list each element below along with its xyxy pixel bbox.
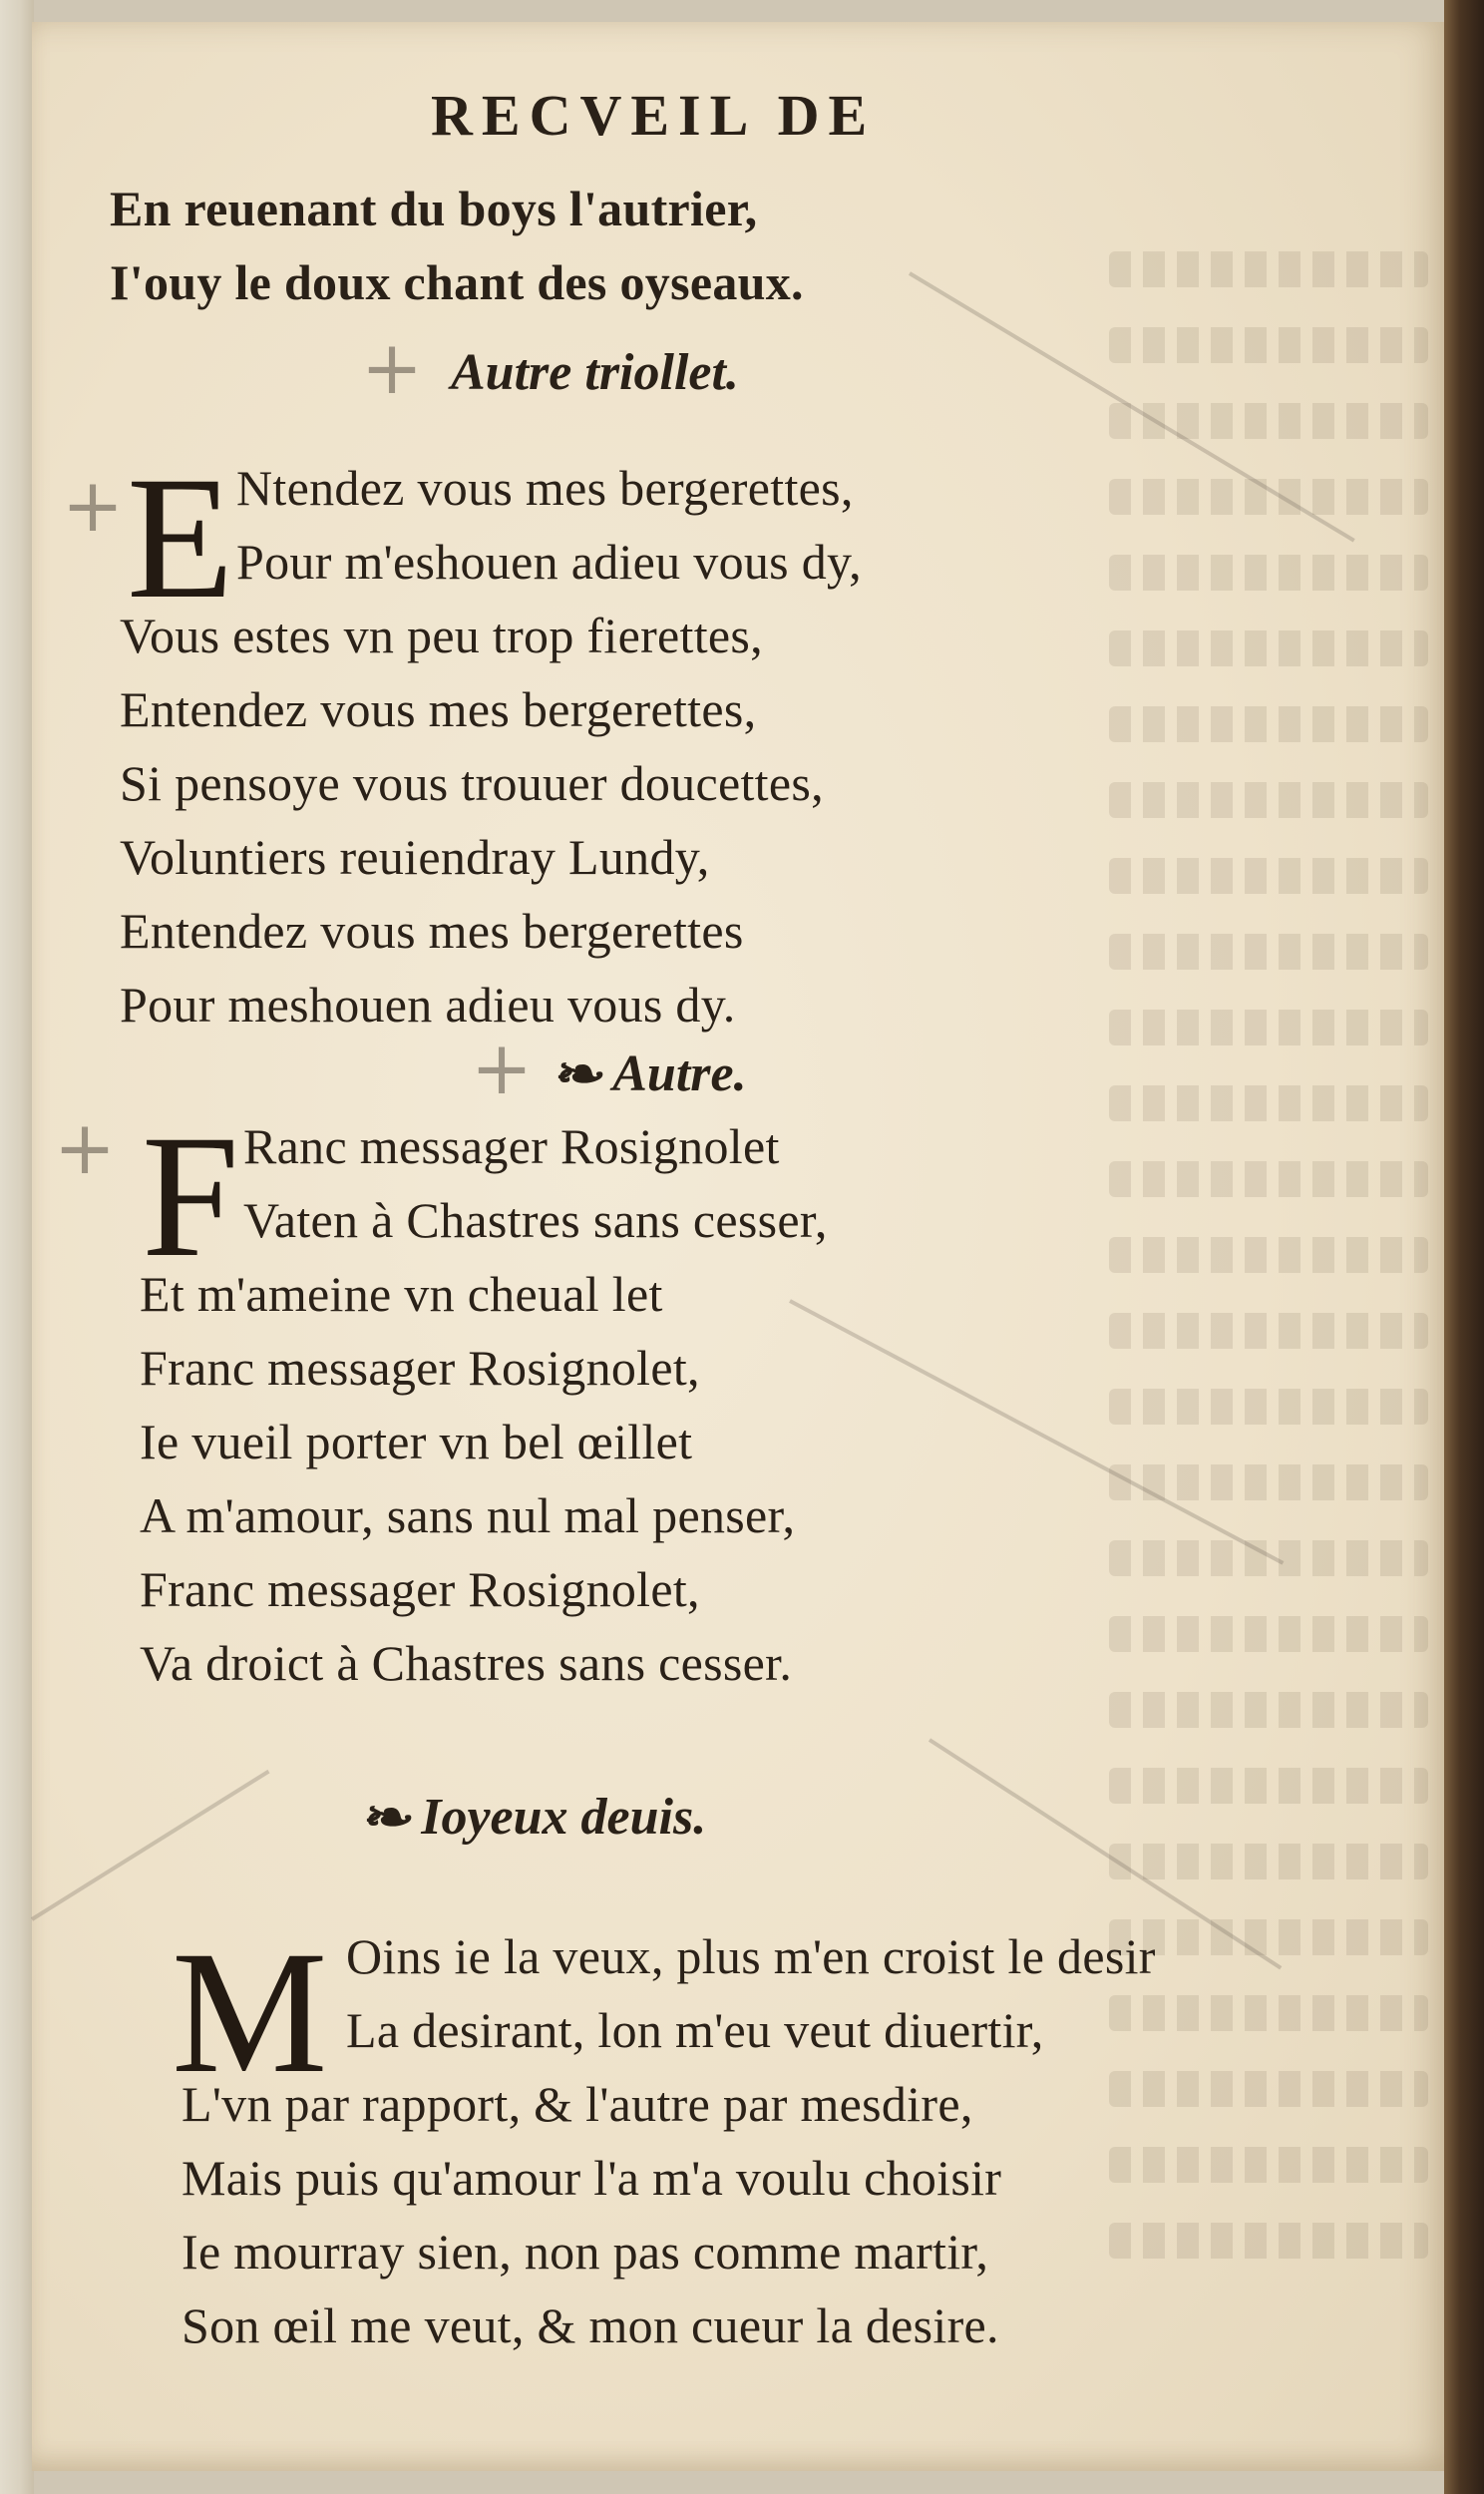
- verse-line: L'vn par rapport, & l'autre par mesdire,: [182, 2076, 973, 2132]
- drop-cap: M: [172, 1915, 328, 2110]
- verse-line: Vaten à Chastres sans cesser,: [243, 1192, 828, 1248]
- verse-line: Si pensoye vous trouuer doucettes,: [120, 755, 824, 811]
- scan-margin-left: [0, 0, 34, 2494]
- verse-line: Pour m'eshouen adieu vous dy,: [236, 534, 862, 590]
- verse-line: Pour meshouen adieu vous dy.: [120, 977, 736, 1033]
- running-head: RECVEIL DE: [431, 83, 877, 148]
- verso-bleed-through: [1109, 251, 1428, 2346]
- book-edge-right: [1444, 0, 1484, 2494]
- verse-line: Va droict à Chastres sans cesser.: [140, 1635, 793, 1691]
- stanza: [140, 1257, 795, 1700]
- verse-line: Mais puis qu'amour l'a m'a voulu choisir: [182, 2150, 1002, 2206]
- stanza: [120, 599, 824, 1041]
- verse-line: A m'amour, sans nul mal penser,: [140, 1487, 796, 1543]
- fleuron-icon: ❧: [554, 1048, 607, 1101]
- verse-line: Voluntiers reuiendray Lundy,: [120, 829, 710, 885]
- verse-line: I'ouy le doux chant des oyseaux.: [110, 254, 804, 310]
- poem-heading: Autre triollet.: [451, 344, 739, 401]
- verse-line: Ie mourray sien, non pas comme martir,: [182, 2224, 989, 2280]
- verse-line: Franc messager Rosignolet,: [140, 1561, 700, 1617]
- verse-line: Ie vueil porter vn bel œillet: [140, 1414, 693, 1469]
- margin-cross-mark: +: [54, 1105, 117, 1191]
- verse-line: Ntendez vous mes bergerettes,: [236, 460, 854, 516]
- margin-cross-mark: +: [62, 463, 125, 549]
- fleuron-icon: ❧: [362, 1792, 416, 1845]
- poem-heading: [362, 1788, 707, 1847]
- stanza: [182, 2067, 1001, 2362]
- verse-line: Franc messager Rosignolet,: [140, 1340, 700, 1396]
- verse-line: Et m'ameine vn cheual let: [140, 1266, 663, 1322]
- poem-heading-text: Ioyeux deuis.: [421, 1789, 707, 1846]
- verse-line: Oins ie la veux, plus m'en croist le desir: [346, 1928, 1156, 1984]
- verse-line: La desirant, lon m'eu veut diuertir,: [346, 2002, 1044, 2058]
- verse-line: Entendez vous mes bergerettes: [120, 903, 744, 959]
- opening-lines: [110, 172, 804, 319]
- verse-line: Vous estes vn peu trop fierettes,: [120, 608, 763, 663]
- capped-lines: [236, 451, 862, 599]
- verse-line: Son œil me veut, & mon cueur la desire.: [182, 2297, 999, 2353]
- margin-cross-mark: +: [361, 325, 424, 411]
- drop-cap: E: [127, 441, 234, 635]
- verse-line: Ranc messager Rosignolet: [243, 1118, 780, 1174]
- capped-lines: [243, 1109, 828, 1257]
- margin-cross-mark: +: [471, 1026, 534, 1111]
- capped-lines: [346, 1919, 1156, 2067]
- pencil-stroke: [31, 1770, 270, 1921]
- drop-cap: F: [142, 1099, 239, 1294]
- verse-line: Entendez vous mes bergerettes,: [120, 681, 757, 737]
- book-page: [32, 22, 1448, 2471]
- poem-heading: [554, 1044, 747, 1103]
- verse-line: En reuenant du boys l'autrier,: [110, 181, 758, 236]
- poem-heading-text: Autre.: [612, 1045, 747, 1102]
